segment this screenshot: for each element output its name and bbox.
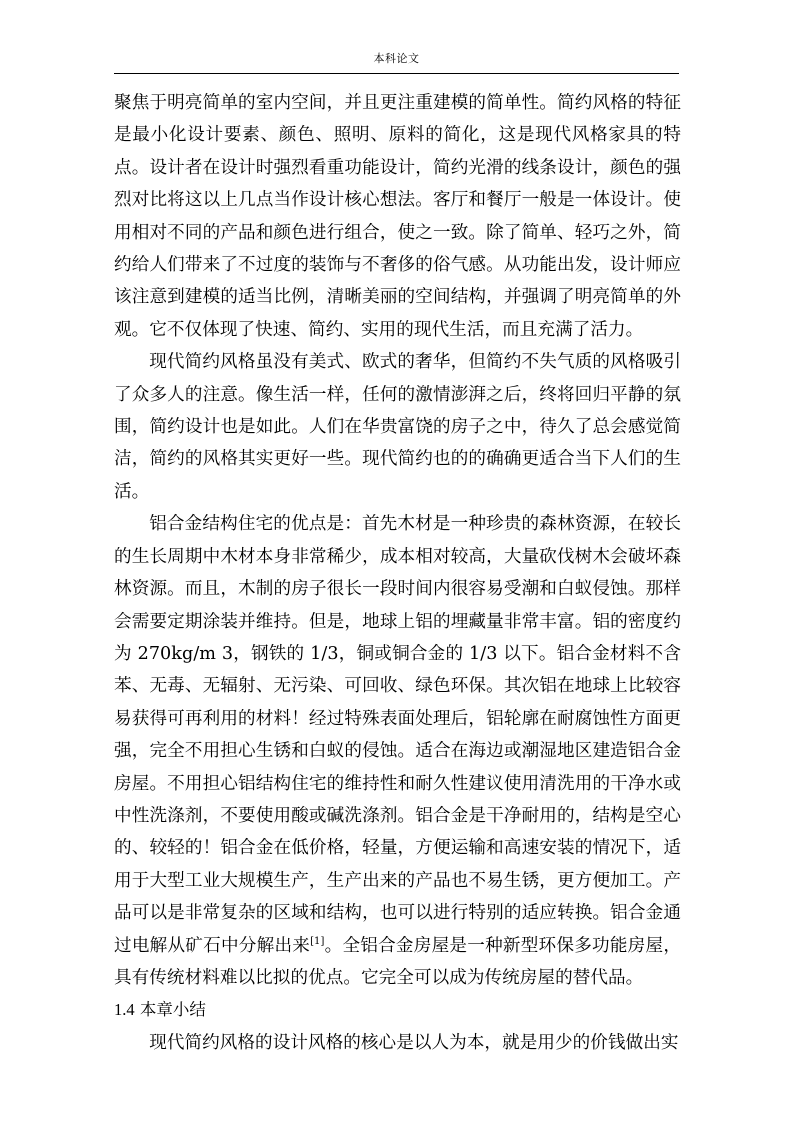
running-header: 本科论文 xyxy=(373,52,420,65)
body-paragraph: 现代简约风格的设计风格的核心是以人为本，就是用少的价钱做出实 xyxy=(149,1032,679,1053)
section-heading xyxy=(114,994,681,1026)
citation-reference[interactable]: [1] xyxy=(310,935,325,947)
paragraph-text: 。全铝合金房屋是一种新型环保多功能房屋，具有传统材料难以比拟的优点。它完全可以成为传统房屋的替代品。 xyxy=(114,935,681,988)
body-paragraph: 聚焦于明亮简单的室内空间，并且更注重建模的简单性。简约风格的特征是最小化设计要素、颜色、照明、原料的简化，这是现代风格家具的特点。设计者在设计时强烈看重功能设计，简约光滑的线条设计，颜色的强烈对比将这以上几点当作设计核心想法。客厅和餐厅一般是一体设计。使用相对不同的产品和颜色进行组合，使之一致。除了简单、轻巧之外，简约给人们带来了不过度的装饰与不奢侈的俗气感。从功能出发，设计师应该注意到建模的适当比例，清晰美丽的空间结构，并强调了明亮简单的外观。它不仅体现了快速、简约、实用的现代生活，而且充满了活力。 xyxy=(114,93,681,340)
paragraph-text: 铝合金结构住宅的优点是：首先木材是一种珍贵的森林资源，在较长的生长周期中木材本身非常稀少，成本相对较高，大量砍伐树木会破坏森林资源。而且，木制的房子很长一段时间内很容易受潮和白蚁侵蚀。那样会需要定期涂装并维持。但是，地球上铝的埋藏量非常丰富。铝的密度约为 270kg/m 3，钢铁的 1/3，铜或铜合金的 1/3 以下。铝合金材料不含苯、无毒、无辐射、无污染、可回收、绿色环保。其次铝在地球上比较容易获得可再利用的材料！经过特殊表面处理后，铝轮廓在耐腐蚀性方面更强，完全不用担心生锈和白蚁的侵蚀。适合在海边或潮湿地区建造铝合金房屋。不用担心铝结构住宅的维持性和耐久性建议使用清洗用的干净水或中性洗涤剂，不要使用酸或碱洗涤剂。铝合金是干净耐用的，结构是空心的、较轻的！铝合金在低价格，轻量，方便运输和高速安装的情况下，适用于大型工业大规模生产，生产出来的产品也不易生锈，更方便加工。产品可以是非常复杂的区域和结构，也可以进行特别的适应转换。铝合金通过电解从矿石中分解出来 xyxy=(114,514,681,956)
header-rule xyxy=(114,73,679,74)
section-title: 本章小结 xyxy=(139,1000,206,1020)
body-paragraph: 现代简约风格虽没有美式、欧式的奢华，但简约不失气质的风格吸引了众多人的注意。像生活一样，任何的激情澎湃之后，终将回归平静的氛围，简约设计也是如此。人们在华贵富饶的房子之中，待久了总会感觉简洁，简约的风格其实更好一些。现代简约也的的确确更适合当下人们的生活。 xyxy=(114,352,681,502)
page-body xyxy=(114,87,681,1059)
body-paragraph xyxy=(114,508,681,994)
section-number: 1.4 xyxy=(114,1000,135,1020)
